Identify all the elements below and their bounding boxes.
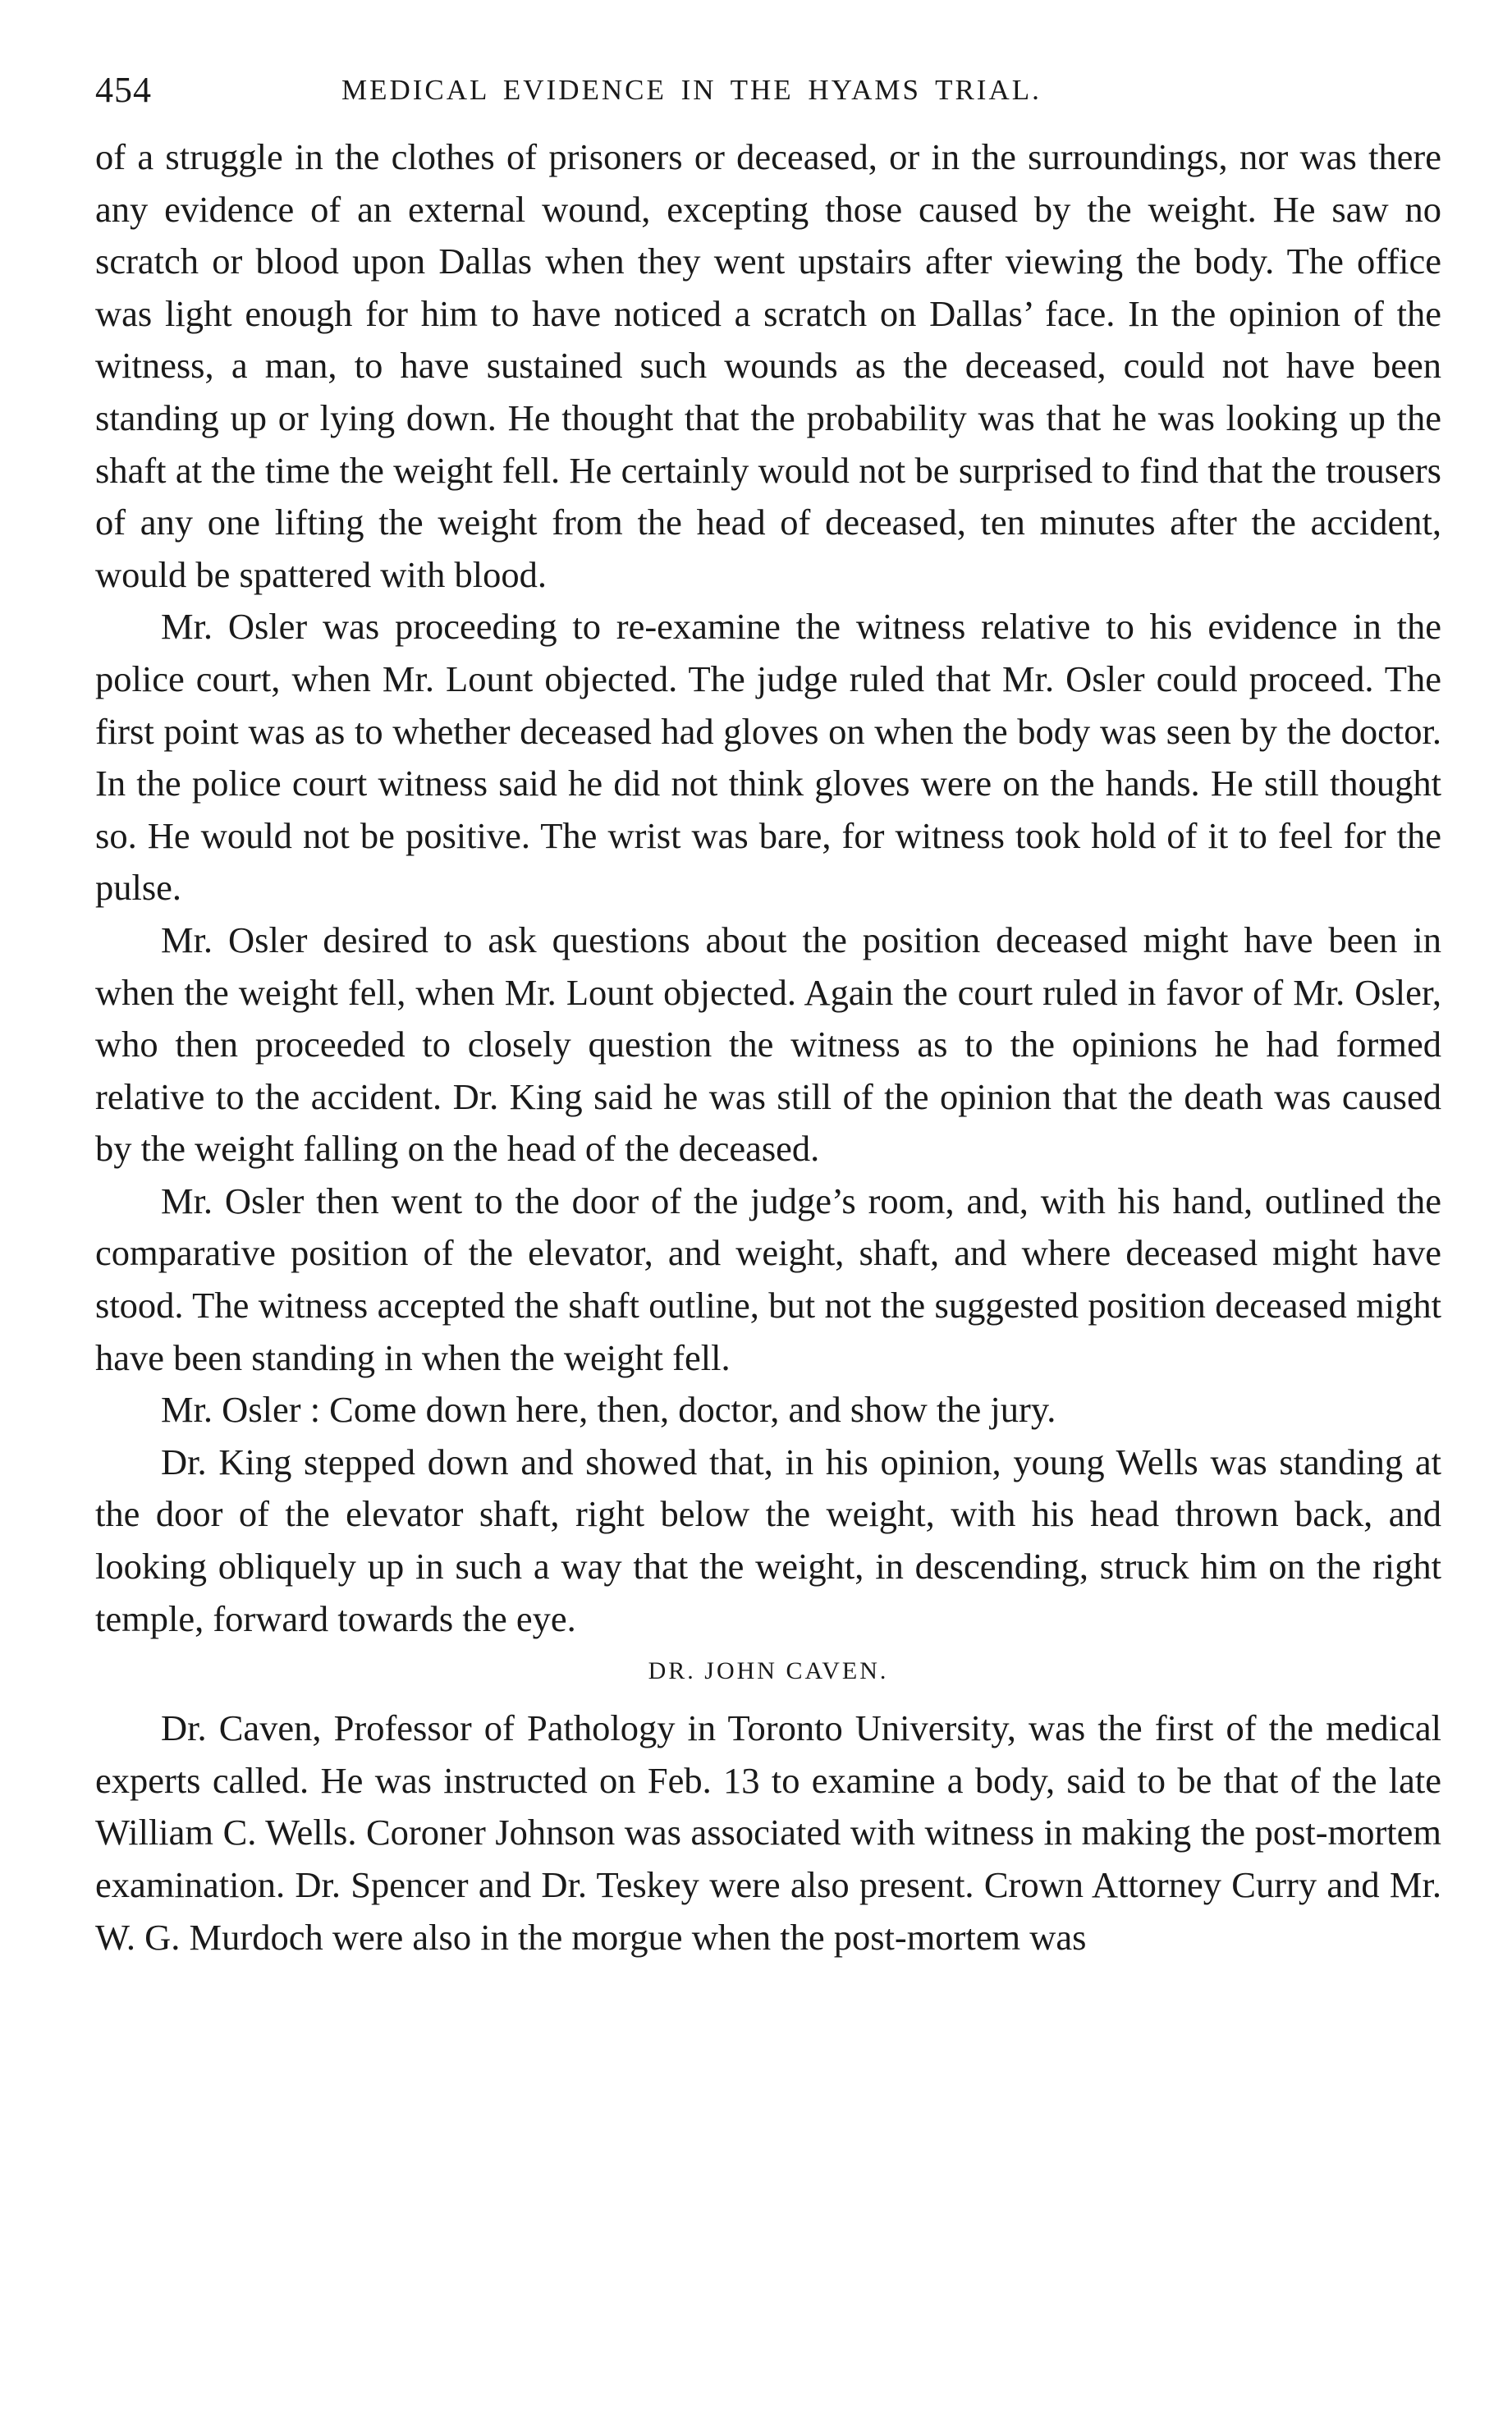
section-heading: DR. JOHN CAVEN. <box>648 1657 889 1685</box>
running-title: MEDICAL EVIDENCE IN THE HYAMS TRIAL. <box>341 74 1042 106</box>
page-number: 454 <box>95 70 152 110</box>
body-text <box>95 131 1441 1963</box>
paragraph-continuation: of a struggle in the clothes of prisoners or deceased, or in the surroundings, nor was there any evidence of an external wound, excepting those caused by the weight. He saw no scratch or blood upon Dallas when they went upstairs after viewing the body. The office was light enough for him to have noticed a scratch on Dallas’ face. In the opinion of the witness, a man, to have sustained such wounds as the deceased, could not have been standing up or lying down. He thought that the probability was that he was looking up the shaft at the time the weight fell. He certainly would not be surprised to find that the trousers of any one lifting the weight from the head of deceased, ten minutes after the accident, would be spattered with blood. <box>95 136 1441 595</box>
running-head <box>95 57 1441 131</box>
paragraph-osler-questions: Mr. Osler desired to ask questions about the position deceased might have been in when the weight fell, when Mr. Lount objected. Again the court ruled in favor of Mr. Osler, who then proceeded to closely question the witness as to the opinions he had formed relative to the accident. Dr. King said he was still of the opinion that the death was caused by the weight falling on the head of the deceased. <box>95 919 1441 1170</box>
paragraph-judges-room: Mr. Osler then went to the door of the judge’s room, and, with his hand, outlined the comparative position of the elevator, and weight, shaft, and where deceased might have stood. The witness accepted the shaft outline, but not the suggested position deceased might have been standing in when the weight fell. <box>95 1180 1441 1378</box>
paragraph-caven: Dr. Caven, Professor of Pathology in Toronto University, was the first of the medical experts called. He was instructed on Feb. 13 to examine a body, said to be that of the late William C. Wells. Coroner Johnson was associated with witness in making the post-mortem examination. Dr. Spencer and Dr. Teskey were also present. Crown Attorney Curry and Mr. W. G. Murdoch were also in the morgue when the post-mortem was <box>95 1707 1441 1958</box>
paragraph-osler-reexamine: Mr. Osler was proceeding to re-examine the witness relative to his evidence in the police court, when Mr. Lount objected. The judge ruled that Mr. Osler could proceed. The first point was as to whether deceased had gloves on when the body was seen by the doctor. In the police court witness said he did not think gloves were on the hands. He still thought so. He would not be positive. The wrist was bare, for witness took hold of it to feel for the pulse. <box>95 606 1441 909</box>
book-page <box>95 57 1441 1963</box>
paragraph-king-demonstration: Dr. King stepped down and showed that, in his opinion, young Wells was standing at the door of the elevator shaft, right below the weight, with his head thrown back, and looking obliquely up in such a way that the weight, in descending, struck him on the right temple, forward towards the eye. <box>95 1441 1441 1639</box>
paragraph-osler-quote: Mr. Osler : Come down here, then, doctor, and show the jury. <box>161 1389 1056 1431</box>
